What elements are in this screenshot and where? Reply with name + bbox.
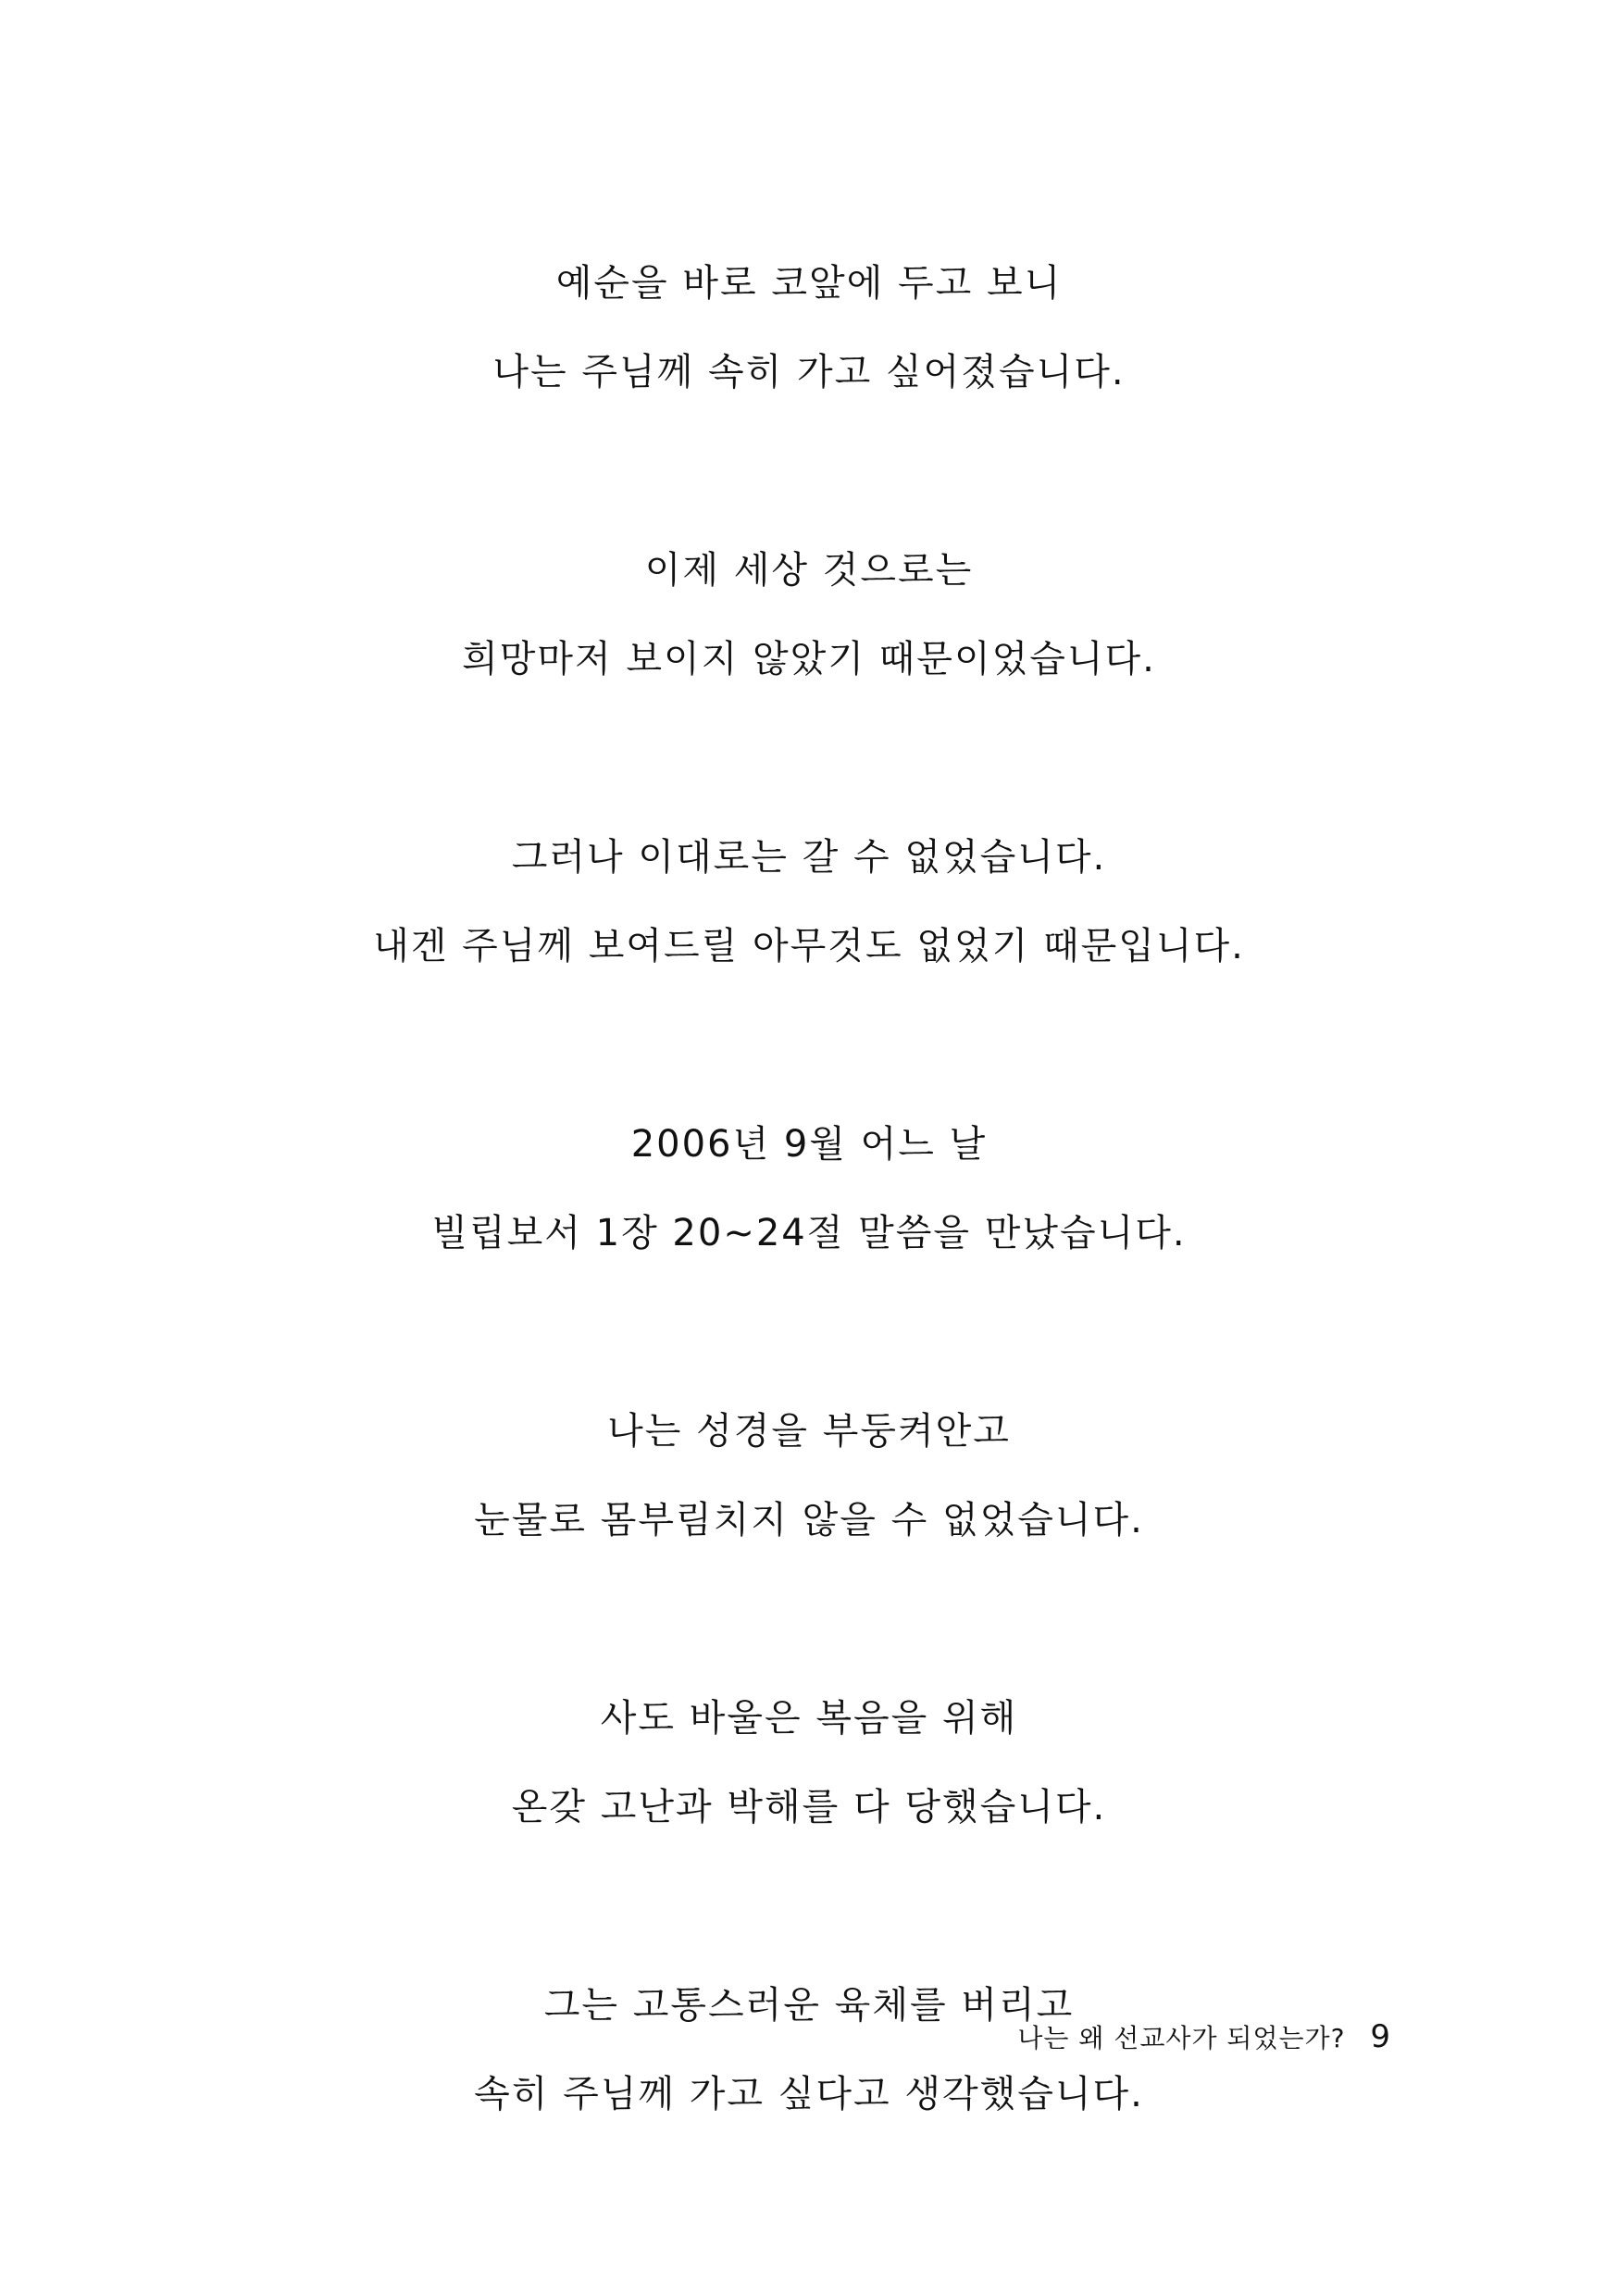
stanza-5 bbox=[0, 1387, 1618, 1565]
poem-body bbox=[0, 239, 1618, 2248]
stanza-4 bbox=[0, 1100, 1618, 1278]
poem-line: 예순을 바로 코앞에 두고 보니 bbox=[555, 262, 1063, 305]
poem-line: 이제 세상 것으로는 bbox=[644, 549, 974, 592]
poem-line: 나는 성경을 부둥켜안고 bbox=[607, 1410, 1011, 1453]
running-footer-title: 나는 왜 선교사가 되었는가? bbox=[1017, 2023, 1346, 2053]
poem-line: 사도 바울은 복음을 위해 bbox=[600, 1697, 1018, 1740]
poem-line: 온갖 고난과 박해를 다 당했습니다. bbox=[511, 1786, 1107, 1828]
stanza-2 bbox=[0, 526, 1618, 704]
poem-line: 내겐 주님께 보여드릴 아무것도 없었기 때문입니다. bbox=[373, 925, 1245, 967]
page-footer bbox=[1017, 2018, 1390, 2057]
poem-line: 2006년 9월 어느 날 bbox=[630, 1123, 988, 1166]
page-number: 9 bbox=[1370, 2018, 1390, 2055]
stanza-3 bbox=[0, 813, 1618, 991]
stanza-6 bbox=[0, 1674, 1618, 1852]
poem-line: 그는 고통스러운 육체를 버리고 bbox=[543, 1984, 1075, 2027]
poem-line: 나는 주님께 속히 가고 싶어졌습니다. bbox=[492, 351, 1126, 393]
poem-line: 빌립보서 1장 20~24절 말씀을 만났습니다. bbox=[431, 1212, 1187, 1254]
poem-line: 속히 주님께 가고 싶다고 생각했습니다. bbox=[474, 2073, 1144, 2115]
poem-line: 그러나 이대로는 갈 수 없었습니다. bbox=[511, 836, 1107, 879]
stanza-1 bbox=[0, 239, 1618, 417]
poem-line: 눈물로 몸부림치지 않을 수 없었습니다. bbox=[474, 1499, 1144, 1541]
poem-line: 희망마저 보이지 않았기 때문이었습니다. bbox=[462, 638, 1156, 680]
